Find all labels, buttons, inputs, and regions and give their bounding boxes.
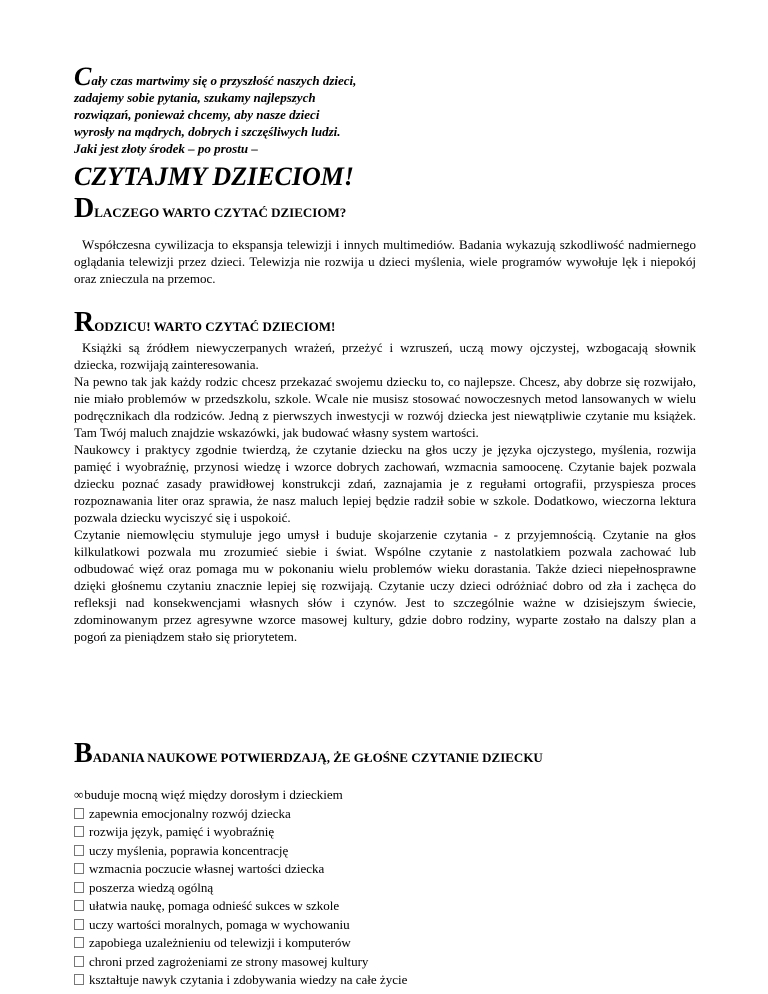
box-bullet-icon <box>74 956 84 967</box>
box-bullet-icon <box>74 882 84 893</box>
section-heading-why-read <box>74 193 346 225</box>
box-bullet-icon <box>74 826 84 837</box>
intro-drop-cap: C <box>74 62 92 91</box>
list-item: uczy wartości moralnych, pomaga w wychowaniu <box>74 916 696 935</box>
box-bullet-icon <box>74 974 84 985</box>
box-bullet-icon <box>74 845 84 856</box>
list-item: chroni przed zagrożeniami ze strony masowej kultury <box>74 953 696 972</box>
box-bullet-icon <box>74 919 84 930</box>
list-item: wzmacnia poczucie własnej wartości dziecka <box>74 860 696 879</box>
section-drop-cap: B <box>74 738 93 769</box>
benefits-list <box>74 786 696 990</box>
box-bullet-icon <box>74 937 84 948</box>
box-bullet-icon <box>74 808 84 819</box>
slogan-heading: CZYTAJMY DZIECIOM! <box>74 162 355 191</box>
section-why-read-text <box>74 236 696 287</box>
list-item: zapewnia emocjonalny rozwój dziecka <box>74 805 696 824</box>
list-item: ∞buduje mocną więź między dorosłym i dzieckiem <box>74 787 343 802</box>
paragraph: Naukowcy i praktycy zgodnie twierdzą, że czytanie dziecku na głos uczy je języka ojczystego, myślenia, rozwija pamięć i wyobraźnię, przynosi wiedzę i wzorce dobrych zachowań, wzmacnia samoocenę. Czytanie bajek pozwala dziecku poznać zasady prawidłowej konstrukcji zdań, zaznajamia je z regułami ortografii, przyspiesza proces rozpoznawania liter oraz sprawia, że nasz maluch lepiej będzie radził sobie w szkole. Dodatkowo, wieczorna lektura pozwala dziecku wyciszyć się i uspokoić. <box>74 442 696 525</box>
section-parent-text <box>74 339 696 645</box>
list-item: ułatwia naukę, pomaga odnieść sukces w szkole <box>74 897 696 916</box>
intro-line-1: Cały czas martwimy się o przyszłość naszych dzieci, <box>74 62 357 91</box>
intro-line-3: rozwiązań, ponieważ chcemy, aby nasze dzieci <box>74 107 320 122</box>
list-item: uczy myślenia, poprawia koncentrację <box>74 842 696 861</box>
intro-line-2: zadajemy sobie pytania, szukamy najlepszych <box>74 90 316 105</box>
list-item: zapobiega uzależnieniu od telewizji i komputerów <box>74 934 696 953</box>
box-bullet-icon <box>74 900 84 911</box>
paragraph: Książki są źródłem niewyczerpanych wrażeń, przeżyć i wzruszeń, uczą mowy ojczystej, wzbogacają słownik dziecka, rozwijają zainteresowania. <box>74 340 696 372</box>
section-heading-parent <box>74 307 335 339</box>
list-item: poszerza wiedzą ogólną <box>74 879 696 898</box>
list-item: rozwija język, pamięć i wyobraźnię <box>74 823 696 842</box>
paragraph: Czytanie niemowlęciu stymuluje jego umysł i buduje skojarzenie czytania - z przyjemnością. Czytanie na głos kilkulatkowi pozwala mu zrozumieć siebie i świat. Wspólne czytanie z nastolatkiem pozwala zachować lub odbudować więź oraz pomaga mu w pokonaniu wielu problemów wieku dorastania. Także dzieci niepełnosprawne dzięki głośnemu czytaniu znacznie lepiej się rozwijają. Czytanie uczy dzieci odróżniać dobro od zła i zachęca do refleksji nad konsekwencjami własnych słów i czynów. Jest to szczególnie ważne w dzisiejszym świecie, zdominowanym przez agresywne wzorce masowej kultury, gdzie dobro rodziny, wyparte zostało na dalszy plan a pogoń za pieniądzem stało się priorytetem. <box>74 527 696 644</box>
intro-line-5: Jaki jest złoty środek – po prostu – <box>74 141 258 156</box>
paragraph: Na pewno tak jak każdy rodzic chcesz przekazać swojemu dziecku to, co najlepsze. Chcesz, aby dobrze się rozwijało, nie miało problemów w przedszkolu, szkole. Wcale nie musisz stosować nowoczesnych metod lansowanych w wielu podręcznikach dla rodziców. Jedną z pierwszych inwestycji w rozwój dziecka jest niewątpliwie czytanie mu książek. Tam Twój maluch znajdzie wskazówki, jak budować własny system wartości. <box>74 374 696 440</box>
section-drop-cap: R <box>74 307 95 338</box>
list-item: kształtuje nawyk czytania i zdobywania wiedzy na całe życie <box>74 971 696 990</box>
section-heading-research <box>74 738 543 770</box>
section-title: ODZICU! WARTO CZYTAĆ DZIECIOM! <box>94 319 336 334</box>
box-bullet-icon <box>74 863 84 874</box>
intro-block <box>74 62 454 157</box>
section-drop-cap: D <box>74 193 95 224</box>
section-title: LACZEGO WARTO CZYTAĆ DZIECIOM? <box>94 205 347 220</box>
infinity-icon: ∞ <box>74 787 84 802</box>
intro-line-4: wyrosły na mądrych, dobrych i szczęśliwych ludzi. <box>74 124 341 139</box>
section-title: ADANIA NAUKOWE POTWIERDZAJĄ, ŻE GŁOŚNE CZYTANIE DZIECKU <box>92 750 543 765</box>
paragraph: Współczesna cywilizacja to ekspansja telewizji i innych multimediów. Badania wykazują szkodliwość nadmiernego oglądania telewizji przez dzieci. Telewizja nie rozwija u dzieci myślenia, wiele programów wywołuje lęk i niepokój oraz znieczula na przemoc. <box>74 237 696 286</box>
